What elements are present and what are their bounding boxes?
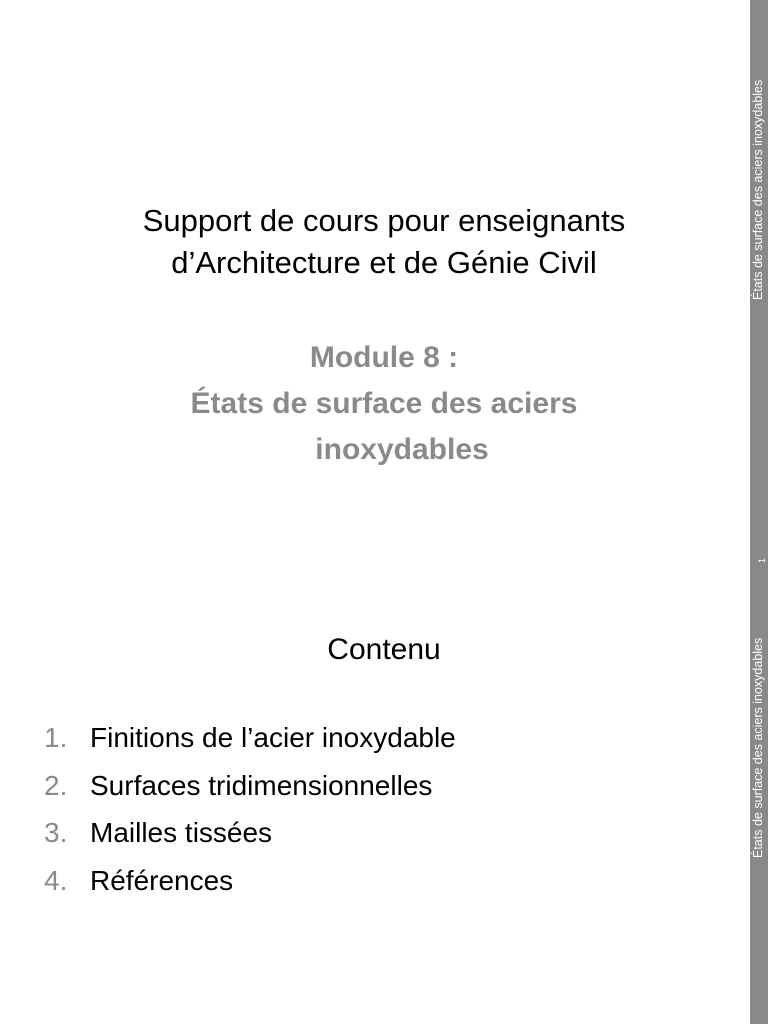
module-title-line-2: inoxydables <box>315 433 489 466</box>
contents-item-number: 2. <box>44 769 68 801</box>
contents-item <box>44 718 456 766</box>
module-title-line-1: États de surface des aciers <box>190 387 578 420</box>
contents-item-number: 3. <box>44 817 68 848</box>
contents-item-label: Surfaces tridimensionnelles <box>90 769 433 801</box>
course-title <box>0 200 768 284</box>
contents-item <box>44 813 456 861</box>
contents-item-label: Mailles tissées <box>90 817 273 848</box>
course-title-line-1: Support de cours pour enseignants <box>142 203 626 238</box>
contents-item-label: Références <box>90 864 234 896</box>
running-title-bottom: États de surface des aciers inoxydables <box>751 637 765 858</box>
contents-item <box>44 766 456 814</box>
contents-item-number: 4. <box>44 864 68 896</box>
contents-item-number: 1. <box>44 722 68 753</box>
course-title-line-2: d’Architecture et de Génie Civil <box>171 245 597 280</box>
running-title-top: États de surface des aciers inoxydables <box>751 79 765 300</box>
module-heading <box>0 335 768 473</box>
contents-item-label: Finitions de l’acier inoxydable <box>90 722 456 753</box>
page-number: 1 <box>757 557 767 563</box>
contents-item <box>44 861 456 909</box>
contents-list <box>44 718 456 908</box>
module-number: Module 8 : <box>309 341 459 374</box>
contents-heading: Contenu <box>327 633 441 666</box>
